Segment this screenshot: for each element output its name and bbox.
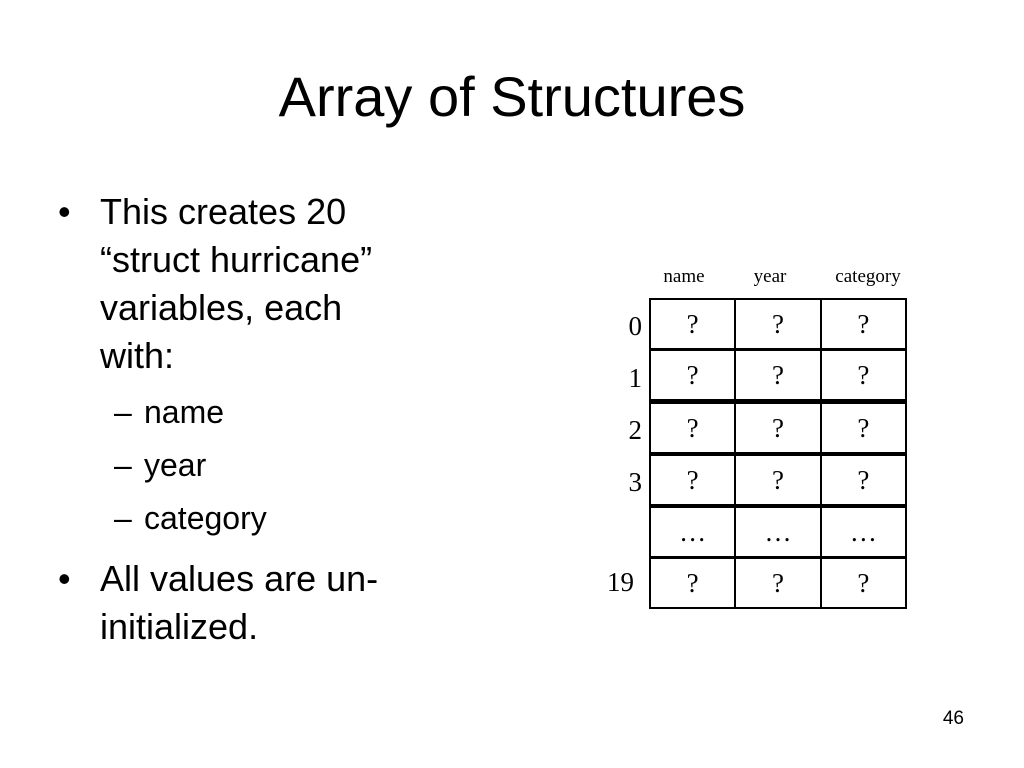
- cell-year: ?: [734, 456, 819, 504]
- bullet-text-line: “struct hurricane”: [100, 239, 373, 280]
- bullet-text-line: variables, each: [100, 287, 343, 328]
- sub-bullet-text: name: [144, 394, 225, 430]
- bullet-marker: •: [58, 558, 71, 599]
- row-index: 3: [628, 467, 642, 497]
- array-row: [649, 298, 907, 350]
- bullet-item: [58, 188, 478, 380]
- cell-category: ?: [820, 404, 905, 452]
- array-row-ellipsis: [649, 508, 907, 558]
- sub-bullet-item: [58, 386, 478, 439]
- array-row: [649, 404, 907, 454]
- bullet-text-line: All values are un-: [100, 558, 379, 599]
- sub-bullet-list: [58, 386, 478, 545]
- cell-name: ?: [686, 568, 699, 598]
- cell-year: ?: [734, 559, 819, 607]
- sub-bullet-marker: –: [114, 394, 132, 430]
- bullet-item: [58, 555, 478, 651]
- cell-year: ?: [734, 404, 819, 452]
- sub-bullet-marker: –: [114, 500, 132, 536]
- cell-name: ?: [686, 360, 699, 390]
- row-index: 2: [628, 415, 642, 445]
- array-row: [649, 351, 907, 401]
- cell-name: ?: [686, 309, 699, 339]
- cell-year: ?: [734, 351, 819, 399]
- row-index: 0: [628, 311, 642, 341]
- cell-year: …: [734, 508, 819, 556]
- sub-bullet-marker: –: [114, 447, 132, 483]
- cell-name: ?: [686, 465, 699, 495]
- array-row: [649, 559, 907, 609]
- bullet-text-line: initialized.: [100, 606, 259, 647]
- bullet-text-line: with:: [100, 335, 175, 376]
- cell-year: ?: [734, 300, 819, 348]
- cell-category: ?: [820, 456, 905, 504]
- page-number: 46: [942, 708, 964, 729]
- bullet-list: [58, 188, 478, 651]
- slide-title: Array of Structures: [278, 65, 746, 128]
- cell-category: ?: [820, 300, 905, 348]
- struct-array-diagram: [590, 260, 920, 620]
- row-index: 19: [607, 567, 634, 597]
- cell-category: ?: [820, 351, 905, 399]
- column-header-category: category: [835, 266, 901, 287]
- column-header-name: name: [663, 266, 705, 287]
- row-index: 1: [628, 363, 642, 393]
- sub-bullet-text: year: [144, 447, 207, 483]
- bullet-text-line: This creates 20: [100, 191, 347, 232]
- cell-name: ?: [686, 413, 699, 443]
- cell-category: ?: [820, 559, 905, 607]
- cell-name: …: [679, 517, 707, 547]
- column-header-year: year: [753, 266, 787, 287]
- sub-bullet-text: category: [144, 500, 267, 536]
- array-row: [649, 456, 907, 506]
- cell-category: …: [820, 508, 905, 556]
- sub-bullet-item: [58, 439, 478, 492]
- sub-bullet-item: [58, 492, 478, 545]
- bullet-marker: •: [58, 191, 71, 232]
